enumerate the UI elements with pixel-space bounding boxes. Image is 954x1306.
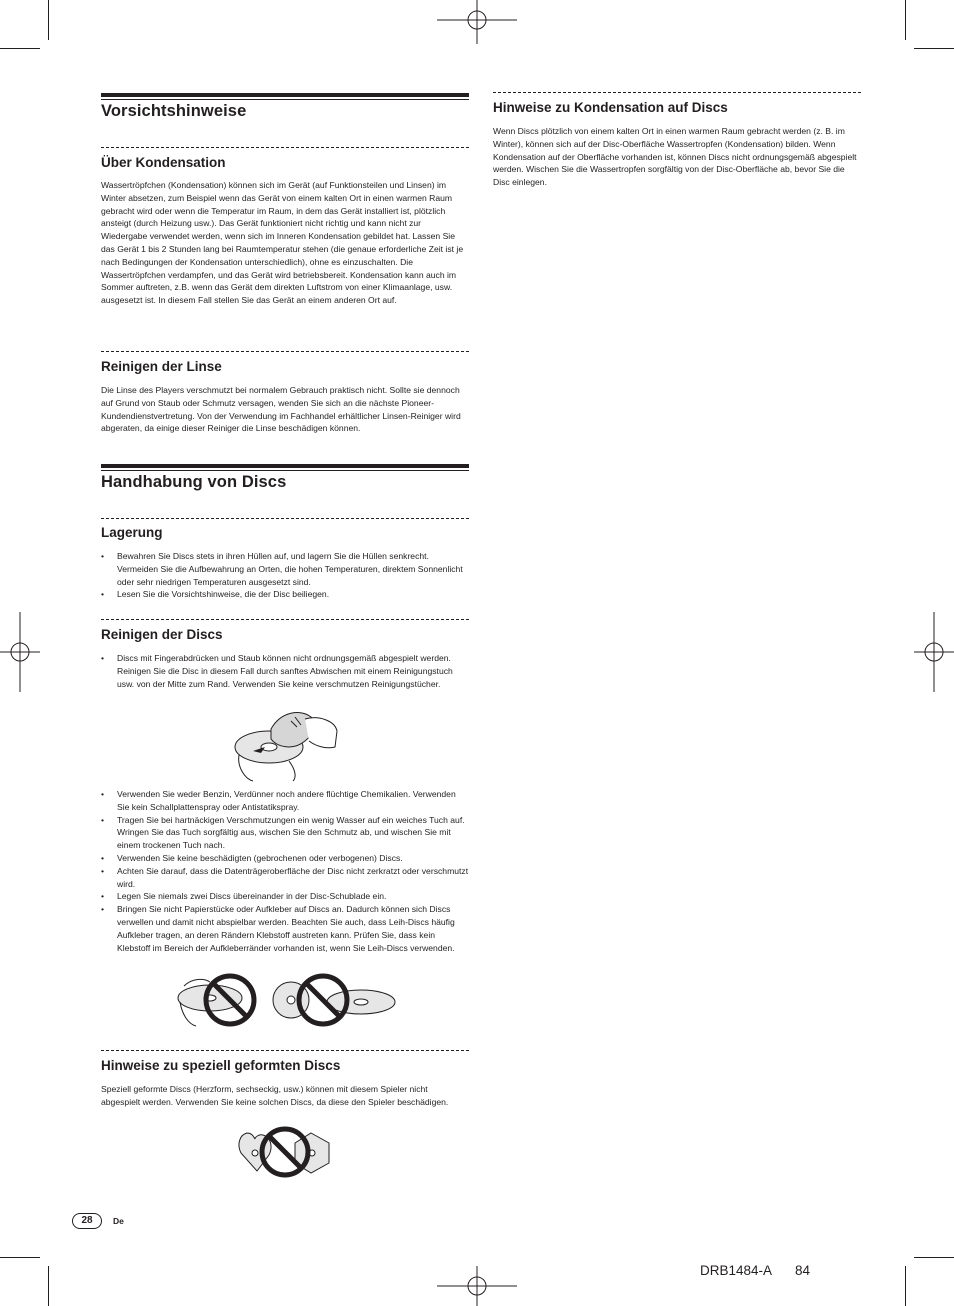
list-item: • Bewahren Sie Discs stets in ihren Hüllen auf, und lagern Sie die Hüllen senkrecht. Vermeiden Sie die Aufbewahrung an Orten, die hohen Temperaturen, direktem Sonnenlicht oder sehr niedrigen Temperaturen ausgesetzt sind. [101,550,469,588]
list-item: • Verwenden Sie weder Benzin, Verdünner noch andere flüchtige Chemikalien. Verwenden Sie kein Schallplattenspray oder Antistatikspray. [101,788,469,814]
divider [101,147,469,148]
divider [101,1050,469,1051]
section-rule [101,93,469,97]
paragraph-linse: Die Linse des Players verschmutzt bei normalem Gebrauch praktisch nicht. Sollte sie dennoch auf Grund von Staub oder Schmutz versagen, wenden Sie sich an die nächste Pioneer-Kundendienstvertretung. Von der Verwendung im Fachhandel erhältlicher Linsen-Reiniger wird abgeraten, da einige dieser Reiniger die Linse beschädigen können. [101,385,461,434]
registration-mark-left [0,612,40,692]
section-rule [101,99,469,100]
section-rule [101,464,469,468]
section-title-handhabung: Handhabung von Discs [101,473,287,491]
registration-mark-right [914,612,954,692]
list-item: • Bringen Sie nicht Papierstücke oder Aufkleber auf Discs an. Dadurch können sich Discs verwellen und damit nicht abspielbar werden. Beachten Sie auch, dass Leih-Discs häufig Aufkleber tragen, an deren Rändern Klebstoff austreten kann. Prüfen Sie, dass kein Klebstoff im Bereich der Aufkleberränder vorhanden ist, wenn Sie Leih-Discs verwenden. [101,903,469,954]
section-rule [101,470,469,471]
paragraph-kondensation: Wassertröpfchen (Kondensation) können sich im Gerät (auf Funktionsteilen und Linsen) im Winter absetzen, zum Beispiel wenn das Gerät von einem kalten Ort in einen warmen Raum gebracht wird oder wenn die Temperatur im Raum, in dem das Gerät installiert ist, plötzlich ansteigt (durch Heizung usw.). Das Gerät funktioniert nicht richtig und kann nicht zur Wiedergabe verwendet werden, wenn sich im Inneren Kondensation gebildet hat. Lassen Sie das Gerät 1 bis 2 Stunden lang bei Raumtemperatur stehen (die genaue erforderliche Zeit ist je nach Bedingungen der Kondensation unterschiedlich), ohne es einzuschalten. Die Wassertröpfchen verdampfen, und das Gerät wird betriebsbereit. Kondensation kann auch im Sommer auftreten, z.B. wenn das Gerät dem direkten Luftstrom von einer Klimaanlage, usw. ausgesetzt ist. In diesem Fall stellen Sie das Gerät an einem anderen Ort auf. [101,180,464,306]
list-item: • Lesen Sie die Vorsichtshinweise, die der Disc beiliegen. [101,588,469,601]
divider [101,351,469,352]
heading-linse: Reinigen der Linse [101,359,222,374]
page-number-badge: 28 [72,1213,102,1229]
divider [101,518,469,519]
divider [101,619,469,620]
list-item: • Tragen Sie bei hartnäckigen Verschmutzungen ein wenig Wasser auf ein weiches Tuch auf. Wringen Sie das Tuch sorgfältig aus, wischen Sie den Schmutz ab, und wischen Sie mit einem trockenen Tuch nach. [101,814,469,852]
no-shaped-disc-illustration [237,1125,333,1179]
section-title-vorsicht: Vorsichtshinweise [101,102,247,120]
list-item: • Verwenden Sie keine beschädigten (gebrochenen oder verbogenen) Discs. [101,852,469,865]
list-item: • Discs mit Fingerabdrücken und Staub können nicht ordnungsgemäß abgespielt werden. Reinigen Sie die Disc in diesem Fall durch sanftes Abwischen mit einem Reinigungstuch usw. von der Mitte zum Rand. Verwenden Sie keine verschmutzen Reinigungstücher. [101,652,469,690]
document-number: 84 [795,1263,811,1278]
paragraph-kondensation-discs: Wenn Discs plötzlich von einem kalten Ort in einen warmen Raum gebracht werden (z. B. im Winter), können sich auf der Disc-Oberfläche Wassertropfen (Kondensation) bilden. Wenn Kondensation auf der Oberfläche vorhanden ist, können Discs nicht ordnungsgemäß abgespielt werden. Wischen Sie die Wassertropfen sorgfältig von der Disc-Oberfläche ab, bevor Sie die Disc einlegen. [493,126,857,188]
list-reinigen-b [101,788,469,954]
wiping-disc-illustration [231,707,341,783]
heading-reinigen-discs: Reinigen der Discs [101,627,223,642]
registration-mark-top [437,0,517,48]
divider [493,92,861,93]
list-lagerung [101,550,469,601]
no-warped-disc-illustration [271,972,397,1028]
document-id: DRB1484-A [700,1263,773,1278]
registration-mark-bottom [437,1262,517,1306]
paragraph-geformt: Speziell geformte Discs (Herzform, sechseckig, usw.) können mit diesem Spieler nicht abgespielt werden. Verwenden Sie keine solchen Discs, da diese den Spieler beschädigen. [101,1084,449,1107]
heading-geformt: Hinweise zu speziell geformten Discs [101,1058,341,1073]
heading-kondensation-discs: Hinweise zu Kondensation auf Discs [493,100,728,115]
no-sticker-disc-illustration [174,972,258,1028]
heading-kondensation: Über Kondensation [101,155,226,170]
list-item: • Achten Sie darauf, dass die Datenträgeroberfläche der Disc nicht zerkratzt oder verschmutzt wird. [101,865,469,891]
list-reinigen-a [101,652,469,690]
list-item: • Legen Sie niemals zwei Discs übereinander in der Disc-Schublade ein. [101,890,469,903]
heading-lagerung: Lagerung [101,525,163,540]
language-code: De [113,1216,124,1226]
